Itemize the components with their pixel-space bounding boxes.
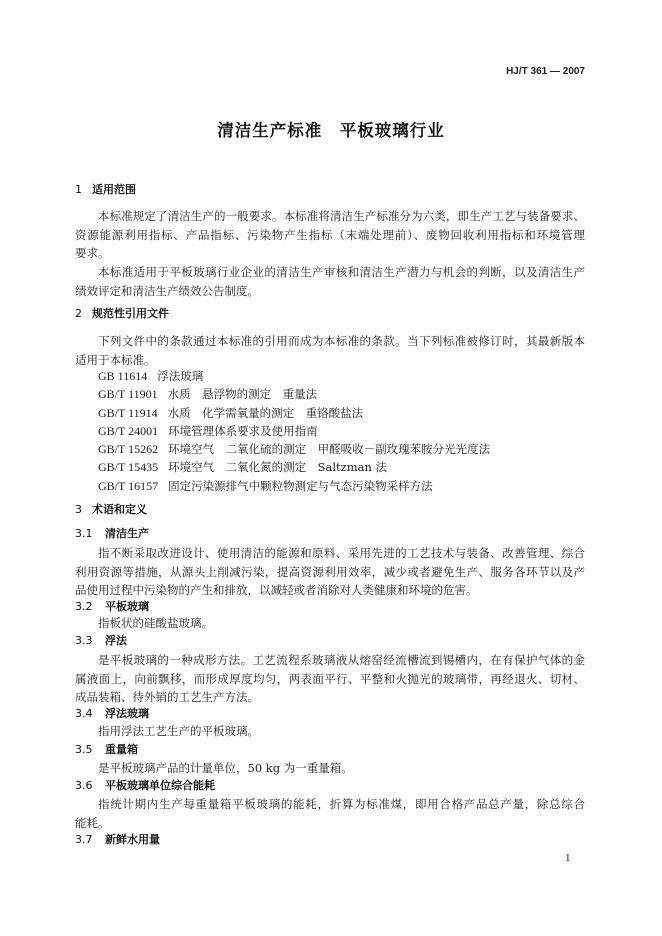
reference-item xyxy=(75,367,585,385)
section-title: 适用范围 xyxy=(92,183,136,196)
paragraph-line: 成品装箱、待外销的工艺生产方法。 xyxy=(75,690,259,704)
paragraph-line: 下列文件中的条款通过本标准的引用而成为本标准的条款。当下列标准被修订时，其最新版本 xyxy=(98,334,585,348)
term-title: 浮法玻璃 xyxy=(105,707,149,720)
reference-title: 固定污染源排气中颗粒物测定与气态污染物采样方法 xyxy=(168,478,433,493)
reference-item xyxy=(75,385,585,403)
term-heading xyxy=(75,777,585,796)
section-heading xyxy=(75,305,585,324)
section-heading xyxy=(75,501,585,520)
reference-title: 环境管理体系要求及使用指南 xyxy=(168,423,318,438)
paragraph-line: 指用浮法工艺生产的平板玻璃。 xyxy=(98,724,259,738)
term-number: 3.4 xyxy=(75,707,93,720)
reference-item xyxy=(75,404,585,422)
term-heading xyxy=(75,741,585,760)
reference-title: 环境空气 二氧化硫的测定 甲醛吸收－副玫瑰苯胺分光光度法 xyxy=(168,442,491,457)
reference-title: 环境空气 二氧化氮的测定 Saltzman 法 xyxy=(168,460,388,475)
paragraph-line: 品使用过程中污染物的产生和排放，以减轻或者消除对人类健康和环境的危害。 xyxy=(75,583,478,597)
reference-code: GB/T 16157 xyxy=(98,478,159,493)
term-title: 清洁生产 xyxy=(105,527,149,540)
paragraph-line: 是平板玻璃的一种成形方法。工艺流程系玻璃液从熔窑经流槽流到锡槽内，在有保护气体的金 xyxy=(98,653,585,667)
page-number: 1 xyxy=(565,852,571,864)
reference-item xyxy=(75,477,585,495)
paragraph-line: 资源能源利用指标、产品指标、污染物产生指标（末端处理前）、废物回收利用指标和环境管理 xyxy=(75,227,585,242)
term-definition xyxy=(75,614,585,633)
term-definition xyxy=(75,651,585,707)
term-heading xyxy=(75,831,585,850)
reference-code: GB/T 15435 xyxy=(98,460,159,475)
reference-code: GB/T 15262 xyxy=(98,442,159,457)
term-title: 浮法 xyxy=(105,634,127,647)
reference-title: 浮法玻璃 xyxy=(157,369,204,383)
paragraph-line: 指统计期内生产每重量箱平板玻璃的能耗，折算为标准煤，即用合格产品总产量，除总综合 xyxy=(98,797,585,811)
standard-number: HJ/T 361 — 2007 xyxy=(506,66,585,77)
term-definition xyxy=(75,759,585,778)
paragraph-line: 利用资源等措施，从源头上削减污染，提高资源利用效率，减少或者避免生产、服务各环节以及产 xyxy=(75,564,585,579)
reference-code: GB/T 24001 xyxy=(98,423,159,438)
paragraph-line: 能耗。 xyxy=(75,815,110,830)
paragraph-line: 指板状的硅酸盐玻璃。 xyxy=(98,616,213,630)
paragraph xyxy=(75,263,585,300)
term-number: 3.3 xyxy=(75,634,93,647)
reference-item xyxy=(75,458,585,476)
term-number: 3.7 xyxy=(75,833,93,846)
paragraph-line: 本标准规定了清洁生产的一般要求。本标准将清洁生产标准分为六类，即生产工艺与装备要求、 xyxy=(98,209,585,223)
reference-title: 水质 化学需氧量的测定 重铬酸盐法 xyxy=(167,405,364,420)
term-title: 平板玻璃 xyxy=(105,600,149,613)
section-title: 规范性引用文件 xyxy=(92,307,169,320)
term-number: 3.6 xyxy=(75,779,93,792)
reference-item xyxy=(75,422,585,440)
section-heading xyxy=(75,181,585,200)
section-title: 术语和定义 xyxy=(92,503,147,516)
term-number: 3.2 xyxy=(75,600,93,613)
paragraph-line: 适用于本标准。 xyxy=(75,352,156,367)
reference-code: GB/T 11901 xyxy=(98,387,158,402)
term-heading xyxy=(75,632,585,651)
reference-code: GB 11614 xyxy=(98,369,148,383)
paragraph-line: 是平板玻璃产品的计量单位，50 kg 为一重量箱。 xyxy=(98,761,353,775)
reference-code: GB/T 11914 xyxy=(98,405,158,420)
term-definition xyxy=(75,795,585,832)
paragraph xyxy=(75,207,585,263)
section-number: 3 xyxy=(75,503,82,516)
paragraph xyxy=(75,332,585,369)
paragraph-line: 指不断采取改进设计、使用清洁的能源和原料、采用先进的工艺技术与装备、改善管理、综合 xyxy=(98,546,585,560)
term-title: 新鲜水用量 xyxy=(105,833,160,846)
paragraph-line: 属液面上，向前飘移，而形成厚度均匀，两表面平行、平整和火抛光的玻璃带，再经退火、切材、 xyxy=(75,671,585,686)
paragraph-line: 绩效评定和清洁生产绩效公告制度。 xyxy=(75,283,259,298)
reference-item xyxy=(75,440,585,458)
term-definition xyxy=(75,722,585,741)
term-definition xyxy=(75,544,585,600)
term-title: 平板玻璃单位综合能耗 xyxy=(105,779,215,792)
term-number: 3.5 xyxy=(75,743,93,756)
paragraph-line: 本标准适用于平板玻璃行业企业的清洁生产审核和清洁生产潜力与机会的判断，以及清洁生产 xyxy=(98,265,585,279)
term-heading xyxy=(75,705,585,724)
reference-list xyxy=(75,367,585,495)
section-number: 1 xyxy=(75,183,82,196)
term-title: 重量箱 xyxy=(105,743,138,756)
reference-title: 水质 悬浮物的测定 重量法 xyxy=(167,387,318,402)
document-title: 清洁生产标准 平板玻璃行业 xyxy=(217,121,445,140)
term-number: 3.1 xyxy=(75,527,93,540)
term-heading xyxy=(75,525,585,544)
section-number: 2 xyxy=(75,307,82,320)
paragraph-line: 要求。 xyxy=(75,246,110,260)
